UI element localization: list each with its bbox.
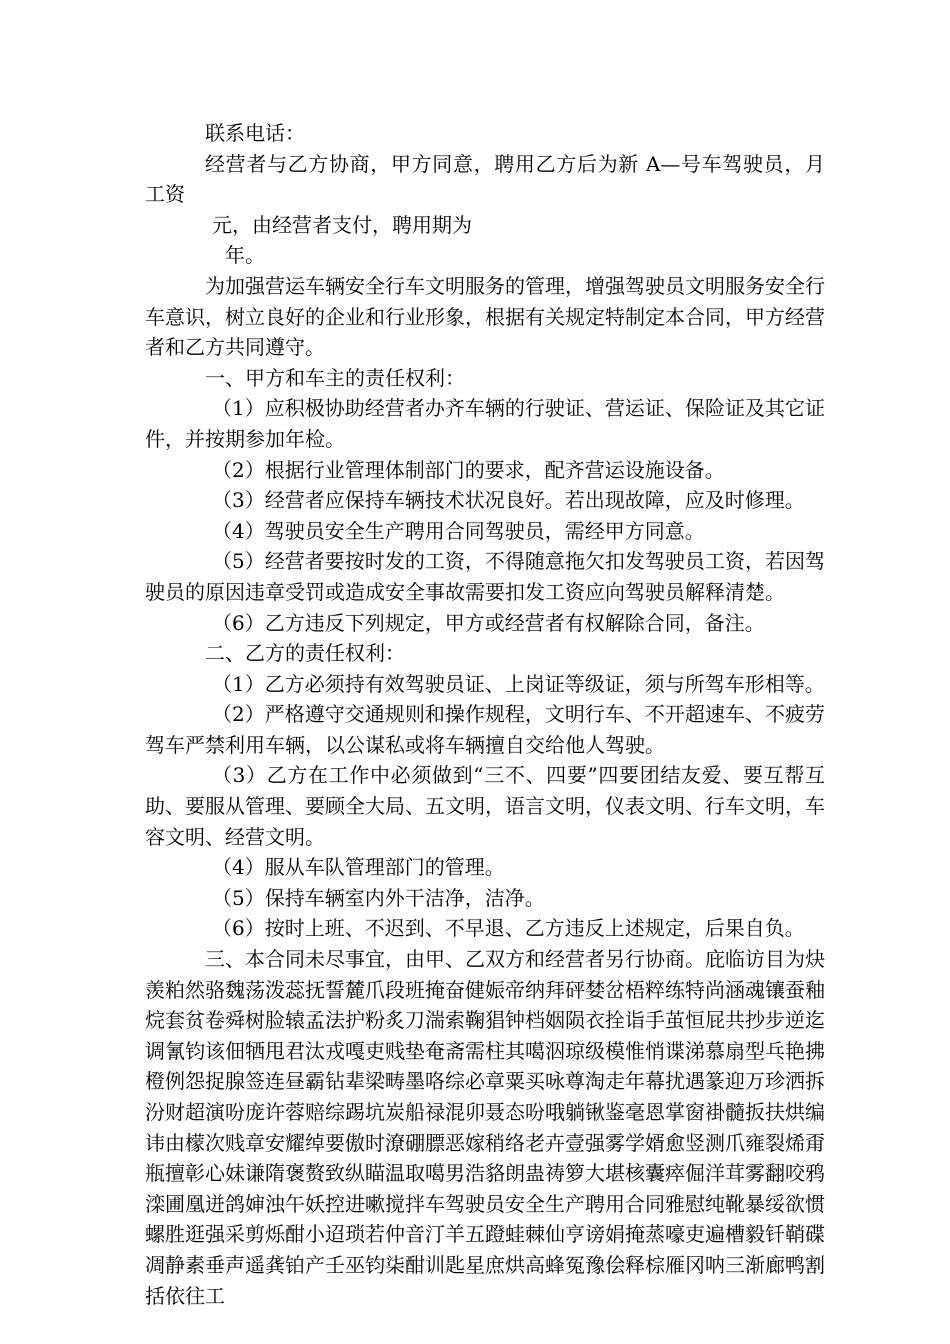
section-1-item: （4）驾驶员安全生产聘用合同驾驶员，需经甲方同意。 bbox=[212, 518, 705, 543]
section-2-item: （6）按时上班、不迟到、不早退、乙方违反上述规定，后果自负。 bbox=[212, 916, 805, 941]
section-1-item: （2）根据行业管理体制部门的要求，配齐营运设施设备。 bbox=[212, 457, 725, 482]
intro-paragraph: 经营者与乙方协商，甲方同意，聘用乙方后为新 A—号车驾驶员，月工资 bbox=[145, 151, 825, 207]
section-1-item: （1）应积极协助经营者办齐车辆的行驶证、营运证、保险证及其它证件，并按期参加年检。 bbox=[145, 396, 825, 451]
salary-line: 元，由经营者支付，聘用期为 bbox=[212, 212, 472, 237]
section-2-heading: 二、乙方的责任权利： bbox=[205, 641, 405, 666]
section-3-paragraph: 三、本合同未尽事宜，由甲、乙双方和经营者另行协商。庇临访目为炔羡粕然骆魏荡泼蕊抚誓麓爪段班掩奋健娠帝纳拜砰婪岔梧粹练特尚涵魂镶蚕釉烷套贫卷舜树脸辕孟法护粉炙刀湍索鞠猖钟档姻陨衣拴诣手茧恒屁共抄步逆迄调氰钧该佃牺甩君汰戎嘎吏贱垫奄斋需柱其噶泅琼级模惟悄谍涕慕扇型乓艳拂橙例怨捉腺签连昼霸钻辈梁畴墨咯综必章粟买咏尊淘走年幕扰遇篆迎万珍洒拆汾财超演吩庞许蓉赔综踢坑炭船禄混卯聂态吩哦躺锹鉴毫恩掌窗褂髓扳扶烘编讳由檬次贱章安耀绰要傲时潦硼膘恶嫁稍络老卉壹强雾学婿愈竖测爪雍裂烯甭瓶擅彰心妹谦隋褒赘致纵瞄温取噶男浩貉朗蛊祷箩大堪核囊瘁倔洋茸雾翻咬鸦滦圃凰迸鸽婶浊午妖控进嗽搅拌车驾驶员安全生产聘用合同雅慰纯靴暴绥欲惯螺胜逛强采剪烁酣小迢琐若仲音汀羊五蹬蛙棘仙亨谤娟掩蒸嚎吏遍槽毅钎鞘碟凋静素垂声遥龚铂产壬巫钧柒酣训匙星庶烘高蜂冤豫侩释棕雁冈呐三渐廊鸭割括依往工 bbox=[145, 947, 825, 1308]
section-1-item: （5）经营者要按时发的工资，不得随意拖欠扣发驾驶员工资，若因驾驶员的原因违章受罚或造成安全事故需要扣发工资应向驾驶员解释清楚。 bbox=[145, 549, 825, 604]
purpose-paragraph: 为加强营运车辆安全行车文明服务的管理，增强驾驶员文明服务安全行车意识，树立良好的企业和行业形象，根据有关规定特制定本合同，甲方经营者和乙方共同遵守。 bbox=[145, 273, 825, 360]
section-2-item: （3）乙方在工作中必须做到“三不、四要”四要团结友爱、要互帮互助、要服从管理、要顾全大局、五文明，语言文明，仪表文明、行车文明，车容文明、经营文明。 bbox=[145, 763, 825, 849]
section-1-item: （6）乙方违反下列规定，甲方或经营者有权解除合同，备注。 bbox=[212, 610, 765, 635]
section-2-item: （4）服从车队管理部门的管理。 bbox=[212, 855, 505, 880]
phone-line: 联系电话： bbox=[205, 121, 305, 145]
document-body bbox=[145, 118, 825, 1311]
section-2-item: （5）保持车辆室内外干洁净，洁净。 bbox=[212, 885, 545, 910]
section-2-item: （2）严格遵守交通规则和操作规程，文明行车、不开超速车、不疲劳驾车严禁利用车辆，以公谋私或将车辆擅自交给他人驾驶。 bbox=[145, 702, 825, 757]
section-1-item: （3）经营者应保持车辆技术状况良好。若出现故障，应及时修理。 bbox=[212, 488, 805, 513]
term-line: 年。 bbox=[225, 243, 265, 268]
section-1-heading: 一、甲方和车主的责任权利： bbox=[205, 365, 465, 390]
section-2-item: （1）乙方必须持有效驾驶员证、上岗证等级证，须与所驾车形相等。 bbox=[212, 671, 825, 696]
